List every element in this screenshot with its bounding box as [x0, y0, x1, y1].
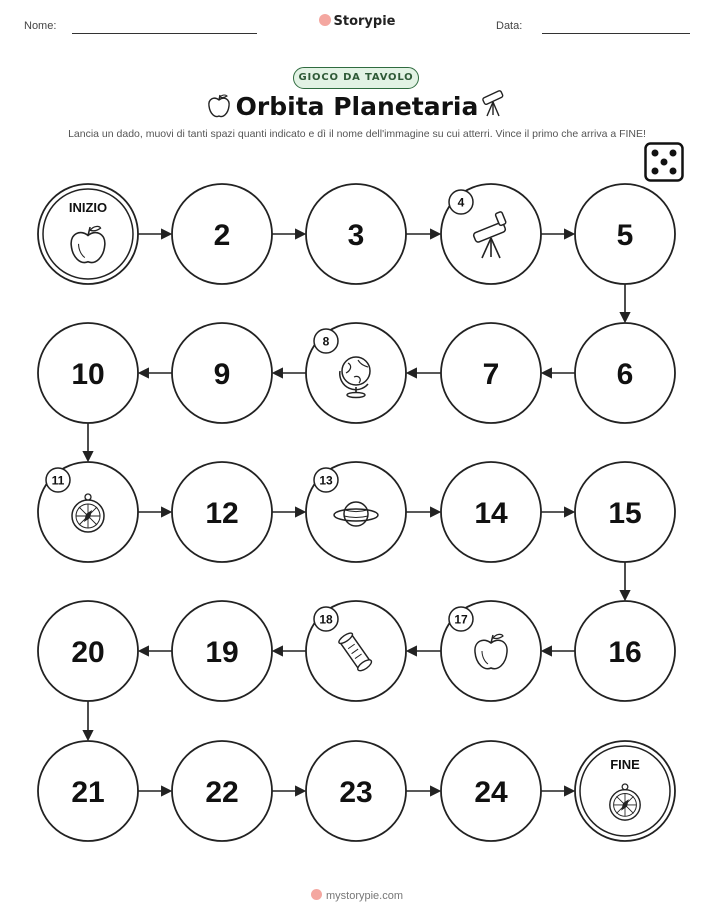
cell-number: 19 — [205, 636, 239, 669]
cell-number: 21 — [71, 776, 105, 809]
svg-text:13: 13 — [319, 473, 333, 488]
board-cell-3 — [306, 184, 406, 284]
board-cell-5 — [575, 184, 675, 284]
board-cell-4 — [441, 184, 541, 284]
board-cell-21 — [38, 741, 138, 841]
svg-text:11: 11 — [51, 473, 65, 488]
brand-name: Storypie — [333, 14, 396, 29]
cell-number: 10 — [71, 358, 105, 391]
board-cell-14 — [441, 462, 541, 562]
cell-number: 16 — [608, 636, 642, 669]
cell-number-badge — [314, 329, 338, 353]
svg-text:18: 18 — [319, 612, 333, 627]
footer-url: mystorypie.com — [325, 890, 404, 902]
board-cell-8 — [306, 323, 406, 423]
cell-number-badge — [46, 468, 70, 492]
board-cell-12 — [172, 462, 272, 562]
cell-number: 9 — [213, 358, 231, 391]
board-cell-17 — [441, 601, 541, 701]
board-cell-22 — [172, 741, 272, 841]
svg-text:17: 17 — [454, 612, 468, 627]
board-cell-2 — [172, 184, 272, 284]
cell-number-badge — [314, 468, 338, 492]
instructions-text: Lancia un dado, muovi di tanti spazi quanti indicato e dì il nome dell'immagine su cui atterri. Vince il primo che arriva a FINE! — [68, 128, 646, 140]
cell-number: 7 — [482, 358, 500, 391]
board-cell-10 — [38, 323, 138, 423]
cell-number: 14 — [474, 497, 508, 530]
cell-label: FINE — [610, 757, 640, 772]
cell-label: INIZIO — [68, 200, 108, 215]
svg-text:4: 4 — [457, 195, 465, 210]
board-cell-16 — [575, 601, 675, 701]
board-cell-25 — [575, 741, 675, 841]
board-cell-1 — [38, 184, 138, 284]
game-type-badge: GIOCO DA TAVOLO — [293, 67, 419, 89]
cell-number: 15 — [608, 497, 642, 530]
board-cells — [38, 184, 675, 841]
board-cell-24 — [441, 741, 541, 841]
board-cell-20 — [38, 601, 138, 701]
cell-number-badge — [449, 190, 473, 214]
cell-number: 24 — [474, 776, 508, 809]
board-cell-19 — [172, 601, 272, 701]
storypie-logo-icon — [311, 889, 322, 900]
cell-number: 6 — [616, 358, 634, 391]
cell-number-badge — [314, 607, 338, 631]
board-cell-13 — [306, 462, 406, 562]
board-cell-23 — [306, 741, 406, 841]
date-label: Data: — [496, 20, 523, 32]
name-label: Nome: — [24, 20, 57, 32]
cell-number: 23 — [339, 776, 373, 809]
cell-number: 3 — [347, 219, 365, 252]
cell-number: 22 — [205, 776, 239, 809]
board-cell-6 — [575, 323, 675, 423]
cell-number: 5 — [616, 219, 634, 252]
cell-number: 20 — [71, 636, 105, 669]
board-cell-11 — [38, 462, 138, 562]
cell-number: 12 — [205, 497, 239, 530]
footer — [0, 889, 714, 902]
cell-number-badge — [449, 607, 473, 631]
board-cell-15 — [575, 462, 675, 562]
svg-text:8: 8 — [322, 334, 330, 349]
page-title: Orbita Planetaria — [235, 92, 479, 121]
board-cell-7 — [441, 323, 541, 423]
board-cell-18 — [306, 601, 406, 701]
cell-number: 2 — [213, 219, 231, 252]
board-cell-9 — [172, 323, 272, 423]
